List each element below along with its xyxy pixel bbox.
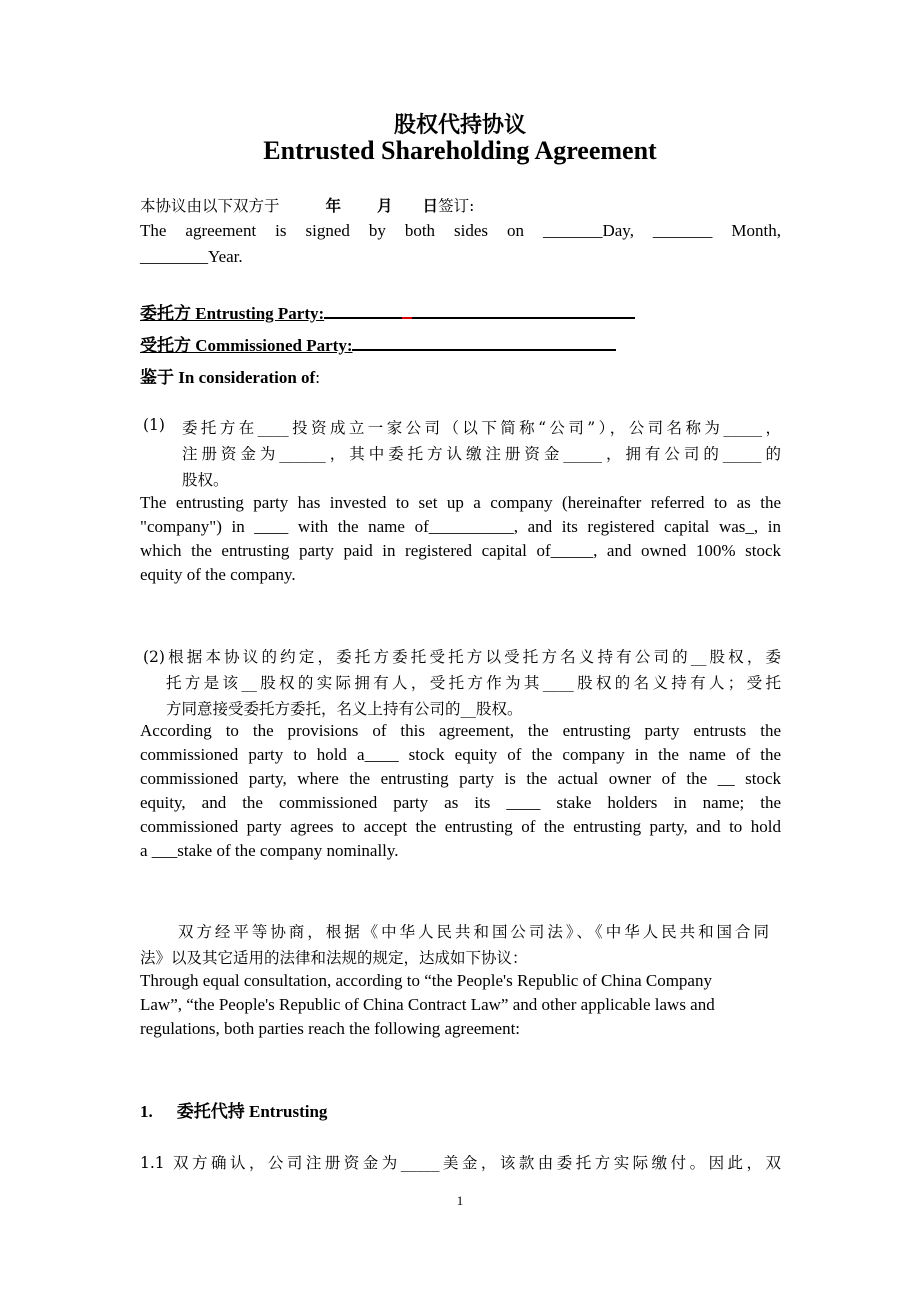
signing-date-en-line1: The agreement is signed by both sides on _______Day, _______ Month,: [140, 221, 781, 240]
consideration-heading: [140, 363, 781, 388]
consideration-colon: :: [315, 368, 320, 387]
clause1-cn-line1: 委托方在____投资成立一家公司（以下简称“公司”），公司名称为_____，: [182, 419, 781, 437]
clause2-cn-line3: 方同意接受委托方委托，名义上持有公司的__股权。: [166, 700, 523, 718]
consideration-label: 鉴于 In consideration of: [140, 368, 316, 387]
negotiation-en-line1: Through equal consultation, according to “the People's Republic of China Company: [140, 971, 712, 990]
section1-title: 委托代持 Entrusting: [176, 1102, 328, 1121]
signing-prefix: 本协议由以下双方于: [140, 197, 280, 215]
clause2-en-line5: commissioned party agrees to accept the entrusting of the entrusting party, and to hold: [140, 817, 781, 836]
signing-date-cn: [140, 194, 781, 216]
commissioned-party-blank: [352, 335, 616, 351]
clause2-en-line3: commissioned party, where the entrusting party is the actual owner of the __ stock: [140, 769, 781, 788]
signing-suffix: 签订:: [438, 197, 475, 215]
clause1-en-line1: The entrusting party has invested to set up a company (hereinafter referred to as the: [140, 493, 781, 512]
clause2-cn-line2: 托方是该__股权的实际拥有人，受托方作为其____股权的名义持有人；受托: [166, 674, 781, 692]
negotiation-cn-line1: 双方经平等协商，根据《中华人民共和国公司法》、《中华人民共和国合同: [178, 923, 769, 941]
signing-date-en-line2: ________Year.: [140, 247, 243, 266]
signing-day-label: 日: [422, 196, 439, 215]
clause1-en-line2: "company") in ____ with the name of__________, and its registered capital was_, in: [140, 517, 781, 536]
commissioned-party-label: 受托方 Commissioned Party:: [140, 336, 353, 355]
negotiation-en-line3: regulations, both parties reach the following agreement:: [140, 1019, 521, 1038]
title-chinese: 股权代持协议: [393, 112, 526, 138]
clause1-cn-line3: 股权。: [182, 471, 229, 489]
negotiation-cn-line2: 法》以及其它适用的法律和法规的规定，达成如下协议：: [140, 949, 528, 967]
clause1-number: (1): [143, 416, 165, 434]
negotiation-en-line2: Law”, “the People's Republic of China Contract Law” and other applicable laws and: [140, 995, 715, 1014]
signing-year-label: 年: [325, 196, 342, 215]
entrusting-party-blank-a: [324, 303, 402, 319]
entrusting-party-blank-b: [412, 303, 635, 319]
clause1-en-line3: which the entrusting party paid in registered capital of_____, and owned 100% stock: [140, 541, 781, 560]
section1-heading: [140, 1097, 781, 1122]
title-english: Entrusted Shareholding Agreement: [263, 136, 657, 165]
entrusting-party-field: [140, 299, 781, 324]
signing-month-label: 月: [377, 196, 393, 215]
commissioned-party-field: [140, 331, 781, 356]
clause2-cn-line1: (2)根据本协议的约定，委托方委托受托方以受托方名义持有公司的__股权，委: [143, 648, 781, 666]
clause2-en-line1: According to the provisions of this agreement, the entrusting party entrusts the: [140, 721, 781, 740]
clause2-en-line2: commissioned party to hold a____ stock equity of the company in the name of the: [140, 745, 781, 764]
clause1-1-line1: 1.1 双方确认，公司注册资金为_____美金，该款由委托方实际缴付。因此，双: [140, 1154, 781, 1172]
section1-number: 1.: [140, 1102, 153, 1121]
clause2-en-line6: a ___stake of the company nominally.: [140, 841, 399, 860]
clause2-en-line4: equity, and the commissioned party as its ____ stake holders in name; the: [140, 793, 781, 812]
clause1-en-line4: equity of the company.: [140, 565, 296, 584]
entrusting-party-label: 委托方 Entrusting Party:: [140, 304, 325, 323]
page-number: 1: [456, 1193, 464, 1208]
red-marker: [402, 303, 412, 319]
clause1-cn-line2: 注册资金为______，其中委托方认缴注册资金_____，拥有公司的_____的: [182, 445, 781, 463]
